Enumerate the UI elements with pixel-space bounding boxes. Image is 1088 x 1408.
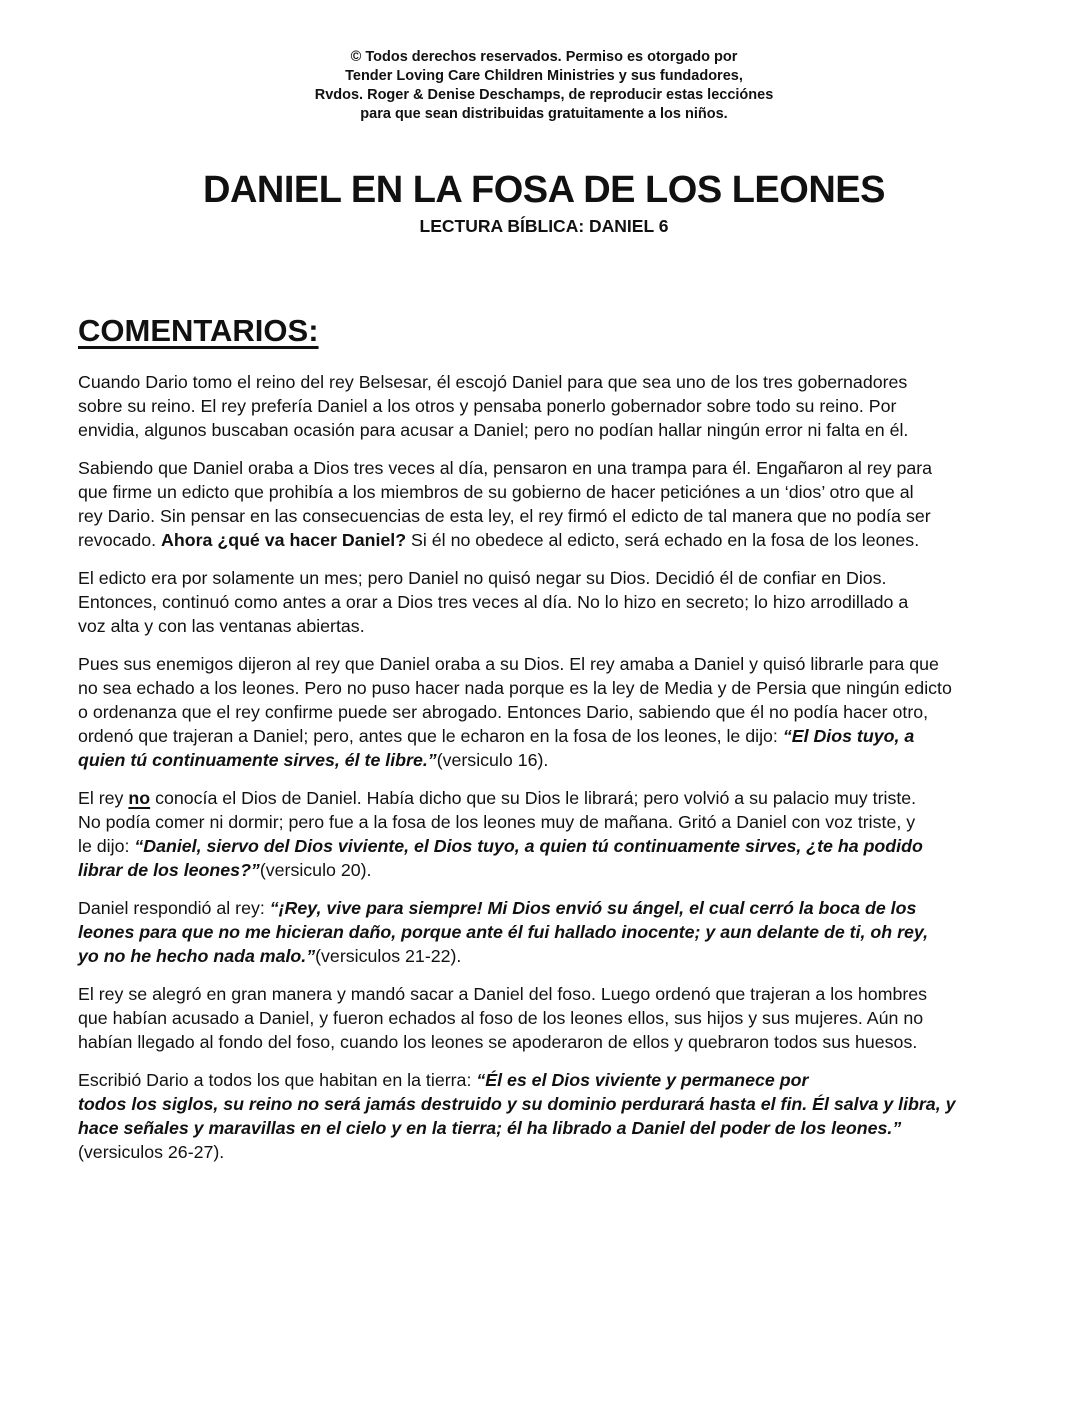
text-line: Pues sus enemigos dijeron al rey que Daniel oraba a su Dios. El rey amaba a Daniel y quisó librarle para que — [78, 654, 939, 674]
text-line: Cuando Dario tomo el reino del rey Belsesar, él escojó Daniel para que sea uno de los tres gobernadores — [78, 372, 908, 392]
copyright-line: © Todos derechos reservados. Permiso es otorgado por — [350, 49, 738, 65]
paragraph-3 — [78, 566, 1038, 638]
text-run: revocado. — [78, 530, 162, 550]
paragraph-2 — [78, 456, 1038, 552]
emphasis-word: no — [128, 788, 151, 808]
text-line: habían llegado al fondo del foso, cuando los leones se apoderaron de ellos y quebraron todos sus huesos. — [78, 1032, 918, 1052]
text-line — [78, 1068, 1038, 1092]
scripture-quote: quien tú continuamente sirves, él te libre.” — [78, 750, 437, 770]
text-line: voz alta y con las ventanas abiertas. — [78, 616, 365, 636]
verse-reference: (versiculos 26-27). — [78, 1142, 225, 1162]
text-line: Sabiendo que Daniel oraba a Dios tres veces al día, pensaron en una trampa para él. Engañaron al rey para — [78, 458, 933, 478]
paragraph-1 — [78, 370, 1038, 442]
copyright-line: para que sean distribuidas gratuitamente a los niños. — [360, 106, 728, 122]
scripture-quote: “El Dios tuyo, a — [782, 726, 915, 746]
scripture-quote: “Daniel, siervo del Dios viviente, el Dios tuyo, a quien tú continuamente sirves, ¿te ha podido — [134, 836, 923, 856]
text-run: Daniel respondió al rey: — [78, 898, 270, 918]
commentary-body — [78, 370, 1038, 1178]
paragraph-8 — [78, 1068, 1038, 1164]
text-line: sobre su reino. El rey prefería Daniel a los otros y pensaba ponerlo gobernador sobre todo su reino. Por — [78, 396, 897, 416]
paragraph-6 — [78, 896, 1038, 968]
bold-question: Ahora ¿qué va hacer Daniel? — [161, 530, 407, 550]
text-line: El rey se alegró en gran manera y mandó sacar a Daniel del foso. Luego ordenó que trajeran a los hombres — [78, 984, 928, 1004]
section-heading: COMENTARIOS: — [78, 313, 319, 348]
text-run: Si él no obedece al edicto, será echado en la fosa de los leones. — [406, 530, 920, 550]
text-line: rey Dario. Sin pensar en las consecuencias de esta ley, el rey firmó el edicto de tal manera que no podía ser — [78, 506, 931, 526]
text-line — [78, 944, 1038, 968]
text-line — [78, 528, 1038, 552]
paragraph-4 — [78, 652, 1038, 772]
document-title: DANIEL EN LA FOSA DE LOS LEONES — [203, 169, 885, 211]
text-line: El edicto era por solamente un mes; pero Daniel no quisó negar su Dios. Decidió él de confiar en Dios. — [78, 568, 887, 588]
scripture-quote: “¡Rey, vive para siempre! Mi Dios envió su ángel, el cual cerró la boca de los — [269, 898, 917, 918]
scripture-quote: librar de los leones?” — [78, 860, 260, 880]
text-run: Escribió Dario a todos los que habitan en la tierra: — [78, 1070, 477, 1090]
text-line: o ordenanza que el rey confirme puede ser abrogado. Entonces Dario, sabiendo que él no podía hacer otro, — [78, 702, 929, 722]
text-line — [78, 858, 1038, 882]
text-line — [78, 748, 1038, 772]
text-line: Entonces, continuó como antes a orar a Dios tres veces al día. No lo hizo en secreto; lo hizo arrodillado a — [78, 592, 909, 612]
text-run: conocía el Dios de Daniel. Había dicho que su Dios le librará; pero volvió a su palacio muy triste. — [150, 788, 917, 808]
scripture-quote: “Él es el Dios viviente y permanece por — [476, 1070, 809, 1090]
scripture-quote: todos los siglos, su reino no será jamás destruido y su dominio perdurará hasta el fin. Él salva y libra, y — [78, 1094, 956, 1114]
scripture-quote: leones para que no me hicieran daño, porque ante él fui hallado inocente; y aun delante de ti, oh rey, — [78, 922, 929, 942]
paragraph-5 — [78, 786, 1038, 882]
text-line — [78, 834, 1038, 858]
copyright-line: Tender Loving Care Children Ministries y sus fundadores, — [345, 68, 743, 84]
text-line: que habían acusado a Daniel, y fueron echados al foso de los leones ellos, sus hijos y sus mujeres. Aún no — [78, 1008, 924, 1028]
text-line: envidia, algunos buscaban ocasión para acusar a Daniel; pero no podían hallar ningún error ni falta en él. — [78, 420, 909, 440]
paragraph-7 — [78, 982, 1038, 1054]
verse-reference: (versiculos 21-22). — [315, 946, 462, 966]
text-line: que firme un edicto que prohibía a los miembros de su gobierno de hacer peticiónes a un ‘dios’ otro que al — [78, 482, 914, 502]
text-run: ordenó que trajeran a Daniel; pero, antes que le echaron en la fosa de los leones, le dijo: — [78, 726, 783, 746]
scripture-reading: LECTURA BÍBLICA: DANIEL 6 — [419, 216, 669, 236]
scripture-quote: yo no he hecho nada malo.” — [78, 946, 316, 966]
copyright-notice — [0, 48, 1088, 124]
scripture-quote: hace señales y maravillas en el cielo y en la tierra; él ha librado a Daniel del poder de los leones.” — [78, 1118, 902, 1138]
text-line — [78, 786, 1038, 810]
text-line: no sea echado a los leones. Pero no puso hacer nada porque es la ley de Media y de Persia que ningún edicto — [78, 678, 952, 698]
text-line — [78, 724, 1038, 748]
text-run: le dijo: — [78, 836, 135, 856]
text-line: No podía comer ni dormir; pero fue a la fosa de los leones muy de mañana. Gritó a Daniel con voz triste, y — [78, 812, 916, 832]
verse-reference: (versiculo 20). — [259, 860, 372, 880]
text-line — [78, 896, 1038, 920]
copyright-line: Rvdos. Roger & Denise Deschamps, de reproducir estas lecciónes — [314, 87, 774, 103]
verse-reference: (versiculo 16). — [436, 750, 549, 770]
text-run: El rey — [78, 788, 129, 808]
